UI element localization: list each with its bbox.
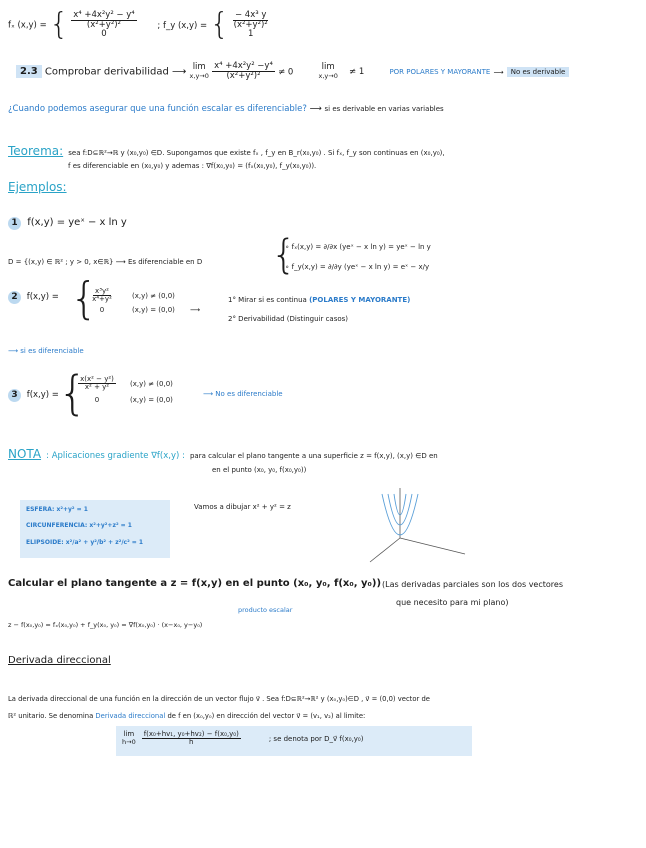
example-3-result: ⟶ No es diferenciable <box>203 390 283 398</box>
fx-numerator: x⁴ +4x²y² − y⁴ <box>73 9 135 20</box>
example-1-domain: D = {(x,y) ∈ ℝ² ; y > 0, x∈ℝ} <box>8 258 114 266</box>
directional-line-1: La derivada direccional de una función en la dirección de un vector flujo v⃗ . Sea f:D⊆ℝ²→ℝ² y (x₀,y₀)∈D , v⃗ = (0,0) vector de <box>8 695 430 703</box>
example-2-step-1 <box>228 296 410 304</box>
fy-denominator: (x²+y²)² <box>233 19 268 30</box>
question-answer: si es derivable en varias variables <box>324 105 444 113</box>
examples-title: Ejemplos: <box>8 180 67 194</box>
example-2-num: x³y² <box>95 287 109 295</box>
x-axis <box>370 538 400 562</box>
example-3-num: x(x² − y²) <box>80 375 114 383</box>
note-text-1: : Aplicaciones gradiente ∇f(x,y) : <box>46 451 185 461</box>
example-2-result-text: si es diferenciable <box>20 347 84 355</box>
polares-note: POR POLARES Y MAYORANTE <box>389 68 491 77</box>
directional-term: Derivada direccional <box>95 712 166 720</box>
lim-sub: x,y→0 <box>189 71 209 80</box>
brace: { <box>49 7 69 42</box>
directional-limit-box <box>116 726 472 756</box>
example-3-result-text: No es diferenciable <box>215 390 283 398</box>
example-2-zero: 0 <box>99 305 105 314</box>
directional-lim: lim <box>123 730 135 739</box>
neq-one: ≠ 1 <box>349 67 365 78</box>
directional-denominator: h <box>189 738 194 747</box>
section-2-3: 2.3 Comprobar derivabilidad ⟶ lim x,y→0 $\frac{\text{x⁴ +4x²y² −y⁴}}{\text{(x²+y²)²}}$ ≠ 0 lim x,y→0 ≠ 1 POR POLARES Y MAYORANTE ⟶ No es derivable <box>16 62 569 81</box>
theorem-block <box>8 140 445 159</box>
dot-product-note: producto escalar <box>238 606 293 614</box>
limit-denominator: (x²+y²)² <box>226 70 261 81</box>
example-3 <box>8 389 59 402</box>
question-line: ¿Cuando podemos asegurar que una función escalar es diferenciable? ⟶ si es derivable en varias variables <box>8 104 444 114</box>
note-line-1 <box>8 443 438 462</box>
draw-caption: Vamos a dibujar x² + y² = z <box>194 503 291 511</box>
example-2-step-1a: 1° Mirar si es continua <box>228 296 307 304</box>
fy-one: 1 <box>247 29 254 40</box>
example-3-function: f(x,y) = <box>26 390 59 400</box>
fx-zero: 0 <box>101 29 107 40</box>
directional-denote: ; se denota por D_v⃗ f(x₀,y₀) <box>268 734 364 743</box>
lim-sub-2: x,y→0 <box>318 71 338 80</box>
theorem-title: Teorema: <box>8 144 64 158</box>
directional-line-2a: ℝ² unitario. Se denomina <box>8 712 94 720</box>
example-number-1: 1 <box>8 217 21 230</box>
note-text-3: en el punto (x₀, y₀, f(x₀,y₀)) <box>212 466 307 474</box>
example-3-cases <box>72 376 173 404</box>
fx-denominator: (x²+y²)² <box>86 19 121 30</box>
paraboloid-sketch <box>360 486 470 566</box>
example-3-cond-2: (x,y) = (0,0) <box>130 395 173 404</box>
example-1-fy: ∘ f_y(x,y) = ∂/∂y (yeˣ − x ln y) = eˣ − x/y <box>285 263 430 271</box>
arrow: ⟶ <box>190 306 201 314</box>
surfaces-box <box>20 500 170 558</box>
limit-numerator: x⁴ +4x²y² −y⁴ <box>214 61 273 71</box>
directional-derivative-title: Derivada direccional <box>8 655 111 666</box>
not-derivable-badge: No es derivable <box>507 67 570 77</box>
directional-line-2 <box>8 712 365 720</box>
sphere-label: ESFERA: x²+y² = 1 <box>26 506 88 513</box>
ellipsoid-label: ELIPSOIDE: x²/a² + y²/b² + z²/c² = 1 <box>26 539 144 546</box>
example-1-brace: { <box>271 232 297 278</box>
circumference-label: CIRCUNFERENCIA: x²+y²+z² = 1 <box>26 522 132 529</box>
section-number: 2.3 <box>16 65 42 78</box>
question-text: ¿Cuando podemos asegurar que una función escalar es diferenciable? <box>8 104 307 114</box>
example-number-2: 2 <box>8 291 21 304</box>
tangent-plane-note-1: (Las derivadas parciales son los dos vectores <box>382 580 563 589</box>
tangent-plane-title: Calcular el plano tangente a z = f(x,y) en el punto (x₀, y₀, f(x₀, y₀)) <box>8 578 382 589</box>
lim-word: lim <box>192 62 206 73</box>
example-2-step-2: 2° Derivabilidad (Distinguir casos) <box>228 315 349 323</box>
fy-label: ; f_y (x,y) = <box>157 20 208 31</box>
example-2-function: f(x,y) = <box>26 292 59 302</box>
tangent-plane-note-2: que necesito para mi plano) <box>396 598 509 607</box>
example-1-domain-row: D = {(x,y) ∈ ℝ² ; y > 0, x∈ℝ} ⟶ Es diferenciable en D <box>8 258 203 266</box>
note-text-2: para calcular el plano tangente a una superficie z = f(x,y), (x,y) ∈D en <box>189 452 438 460</box>
example-number-3: 3 <box>8 389 21 402</box>
fx-label: fₓ (x,y) = <box>8 20 47 31</box>
example-2-brace: { <box>70 273 98 324</box>
example-3-den: x² + y² <box>84 383 110 392</box>
y-axis <box>400 538 465 554</box>
example-2-step-1b: (POLARES Y MAYORANTE) <box>309 296 411 304</box>
theorem-line-1: sea f:D⊆ℝ²→ℝ y (x₀,y₀) ∈D. Supongamos que existe fₓ , f_y en B_r(x₀,y₀) . Si fₓ, f_y son continuas en (x₀,y₀), <box>68 149 445 157</box>
example-1-result: Es diferenciable en D <box>127 258 203 266</box>
section-title: Comprobar derivabilidad <box>44 66 169 78</box>
example-3-zero: 0 <box>94 395 100 404</box>
lim-word-2: lim <box>321 62 335 73</box>
neq-zero: ≠ 0 <box>278 67 294 78</box>
fy-numerator: − 4x³ y <box>234 9 267 20</box>
example-1-fx: ∘ fₓ(x,y) = ∂/∂x (yeˣ − x ln y) = yeˣ − ln y <box>285 243 431 251</box>
example-2-cond-1: (x,y) ≠ (0,0) <box>132 291 175 300</box>
example-1 <box>8 217 127 230</box>
theorem-line-2: f es diferenciable en (x₀,y₀) y ademas : ∇f(x₀,y₀) = (fₓ(x₀,y₀), f_y(x₀,y₀)). <box>68 162 317 170</box>
example-2 <box>8 291 59 304</box>
brace: { <box>209 7 229 42</box>
tangent-plane-equation: z − f(x₀,y₀) = fₓ(x₀,y₀) + f_y(x₀, y₀) = ∇f(x₀,y₀) · (x−x₀, y−y₀) <box>8 621 203 629</box>
example-2-result: ⟶ si es diferenciable <box>8 347 84 355</box>
example-2-cond-2: (x,y) = (0,0) <box>132 305 175 314</box>
note-title: NOTA <box>8 447 42 461</box>
example-3-brace: { <box>58 366 88 420</box>
directional-line-2c: de f en (x₀,y₀) en dirección del vector v⃗ = (v₁, v₂) al limite: <box>167 712 366 720</box>
directional-lim-sub: h→0 <box>122 738 136 747</box>
example-2-den: x⁴+y² <box>92 295 112 304</box>
example-1-function: f(x,y) = yeˣ − x ln y <box>27 217 127 228</box>
example-3-cond-1: (x,y) ≠ (0,0) <box>130 379 173 388</box>
partial-derivatives-row <box>8 8 270 42</box>
directional-numerator: f(x₀+hv₁, y₀+hv₂) − f(x₀,y₀) <box>143 730 239 738</box>
example-2-cases <box>84 288 175 314</box>
